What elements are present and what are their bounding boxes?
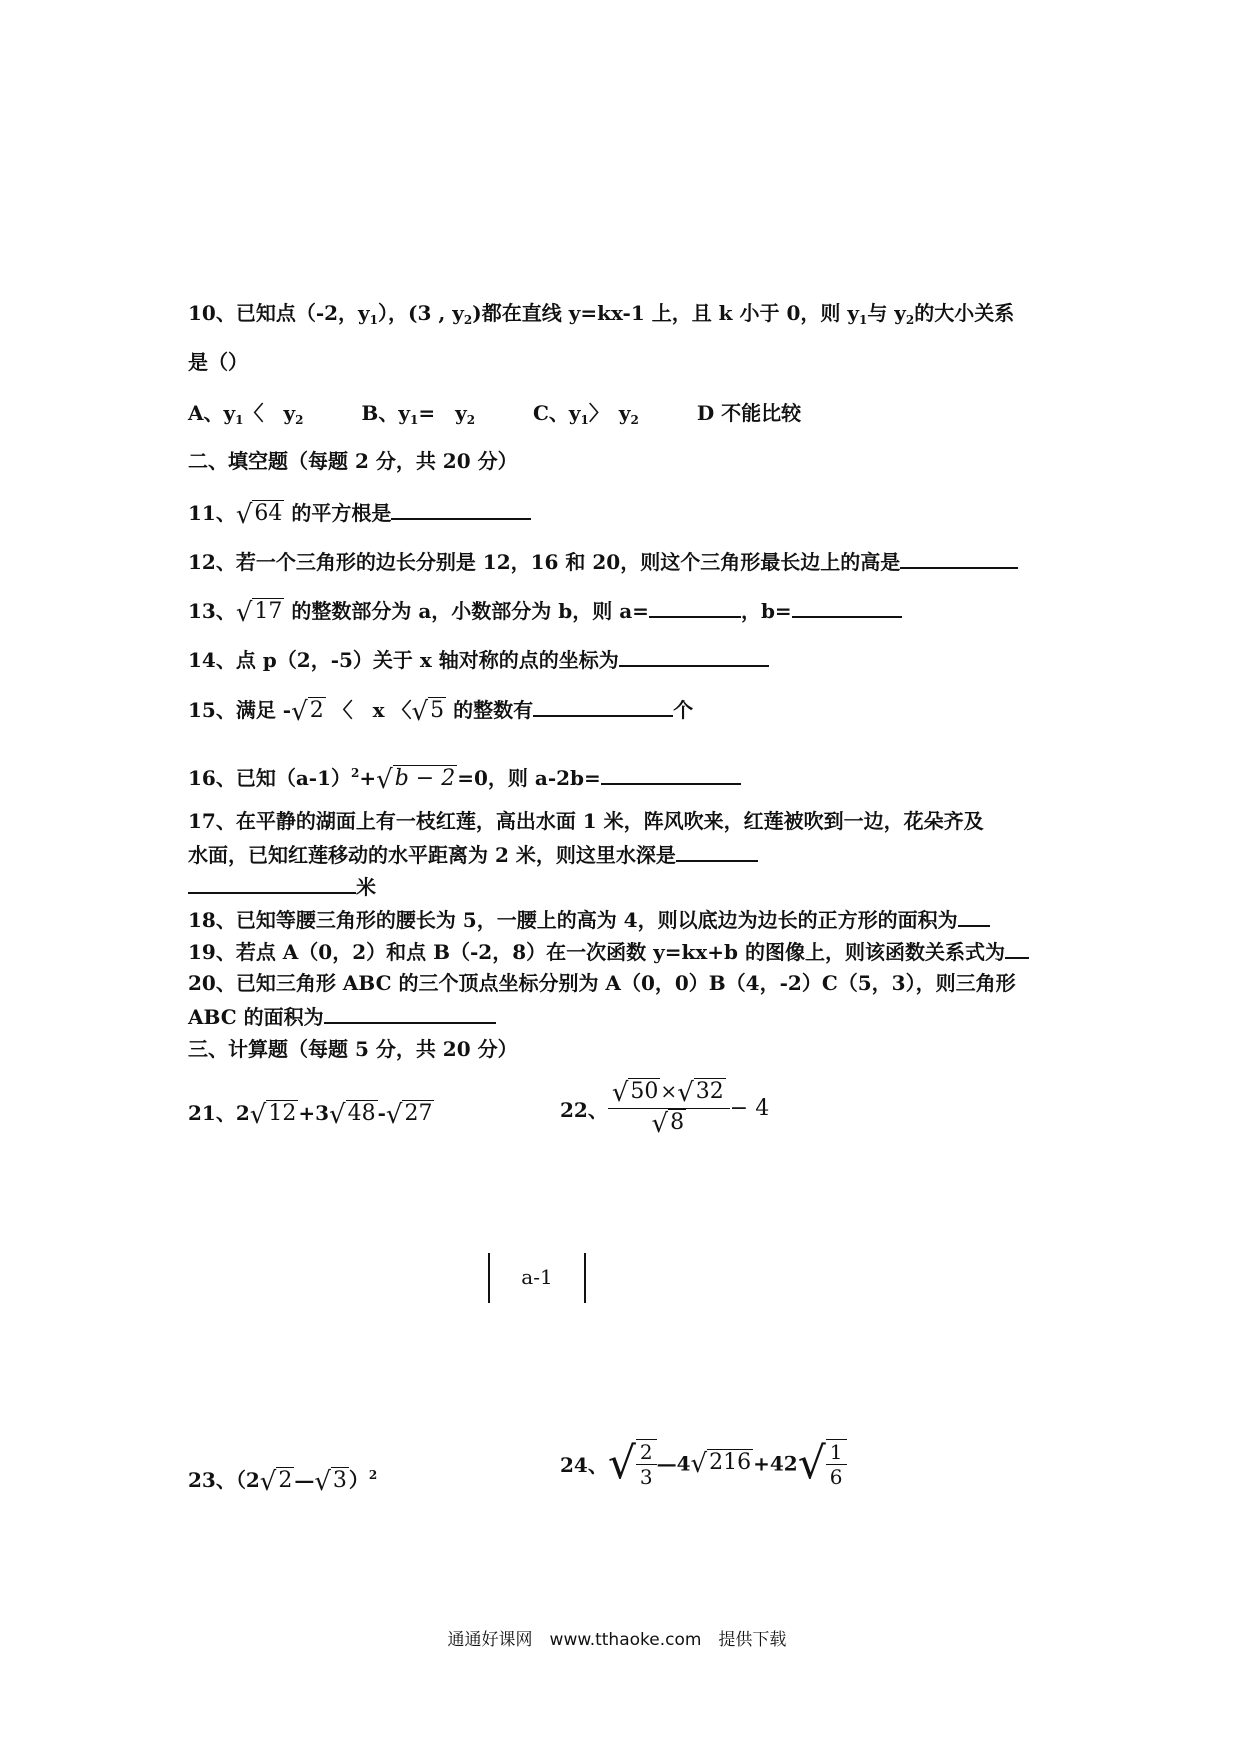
q20-line2: ABC 的面积为 <box>188 1002 496 1030</box>
sqrt-8: √8 <box>651 1109 685 1139</box>
q19: 19、若点 A（0，2）和点 B（-2，8）在一次函数 y=kx+b 的图像上，则该函数关系式为 <box>188 937 1029 965</box>
sqrt-12: √12 <box>249 1100 297 1130</box>
sqrt-2: √2 <box>291 697 324 727</box>
q10-options <box>188 400 801 433</box>
sqrt-1-over-6: √ $\frac{1}{6}$ <box>798 1438 847 1489</box>
q14: 14、点 p（2，-5）关于 x 轴对称的点的坐标为 <box>188 645 769 673</box>
q12: 12、若一个三角形的边长分别是 12，16 和 20，则这个三角形最长边上的高是 <box>188 547 1018 575</box>
sqrt-216: √216 <box>690 1448 752 1479</box>
q11: 11、√64 的平方根是 <box>188 498 531 528</box>
q11-answer-blank[interactable] <box>391 498 531 520</box>
q17-line1: 17、在平静的湖面上有一枝红莲，高出水面 1 米，阵风吹来，红莲被吹到一边，花朵齐及 <box>188 809 984 833</box>
q24: 24、√ $\frac{2}{3}$ —4√216 +42√ $\frac{1}{6}$ <box>560 1438 847 1489</box>
absolute-value-expression: a-1 <box>488 1253 586 1303</box>
q14-answer-blank[interactable] <box>619 645 769 667</box>
sqrt-b-minus-2: √b − 2 <box>376 765 456 795</box>
q10-option-b: B、$y_1=$ $y_2$ <box>361 401 476 427</box>
q20-line1: 20、已知三角形 ABC 的三个顶点坐标分别为 A（0，0）B（4，-2）C（5，3），则三角形 <box>188 971 1016 995</box>
q17-line2: 水面，已知红莲移动的水平距离为 2 米，则这里水深是 <box>188 840 758 868</box>
q15-answer-blank[interactable] <box>533 695 673 717</box>
sqrt-48: √48 <box>329 1100 376 1130</box>
q16: 16、已知$(a-1)^2+√b - 2 =0$，则 a-2b= <box>188 760 741 793</box>
q10-option-d: D 不能比较 <box>696 401 802 425</box>
section-3-heading: 三、计算题（每题 5 分，共 20 分） <box>188 1037 518 1061</box>
sqrt-64: √64 <box>235 500 283 530</box>
q10-line1: 10、已知点（-2，$y_1$），(3 , $y_2$)都在直线 y=kx-1 上，且 k 小于 0，则 $y_1$与 $y_2$的大小关系 <box>188 301 1015 327</box>
q10-option-a: A、$y_1$〈 $y_2$ <box>188 401 304 427</box>
q21: 21、2√12 +3√48 -√27 <box>188 1100 433 1130</box>
q13: 13、√17 的整数部分为 a，小数部分为 b，则 a= ，b= <box>188 596 902 626</box>
q17-line3: 米 <box>188 872 376 900</box>
sqrt-5: √5 <box>411 697 445 727</box>
q20-answer-blank[interactable] <box>324 1002 496 1024</box>
q17-answer-blank-2[interactable] <box>188 872 356 894</box>
q10-option-c: C、$y_1$〉 $y_2$ <box>533 401 639 427</box>
sqrt-3: √3 <box>314 1467 347 1497</box>
q18-answer-blank[interactable] <box>958 905 990 927</box>
section-2-heading: 二、填空题（每题 2 分，共 20 分） <box>188 449 518 473</box>
sqrt-32: √32 <box>677 1078 724 1108</box>
sqrt-50: √50 <box>611 1078 659 1108</box>
sqrt-27: √27 <box>385 1100 433 1130</box>
q23: 23、（2√2 —√3 ）$^2$ <box>188 1467 378 1497</box>
q22-fraction: $\frac{√50 \times√32}{√8}$ <box>608 1078 730 1139</box>
footer-source-credit: 通通好课网 www.tthaoke.com 提供下载 <box>447 1630 787 1650</box>
q15: 15、满足 -√2 〈 x 〈√5 的整数有 个 <box>188 697 694 727</box>
sqrt-2-over-3: √ $\frac{2}{3}$ <box>608 1438 657 1489</box>
q18: 18、已知等腰三角形的腰长为 5，一腰上的高为 4，则以底边为边长的正方形的面积为 <box>188 905 990 933</box>
q19-answer-blank[interactable] <box>1005 937 1029 959</box>
q16-answer-blank[interactable] <box>601 763 741 785</box>
sqrt-17: √17 <box>235 598 283 628</box>
q13-a-blank[interactable] <box>649 596 741 618</box>
sqrt-2: √2 <box>259 1467 293 1497</box>
q22: 22、 $\frac{√50 \times√32}{√8}$ − 4 <box>560 1078 770 1139</box>
q13-b-blank[interactable] <box>792 596 902 618</box>
q17-answer-blank-1[interactable] <box>676 840 758 862</box>
q12-answer-blank[interactable] <box>900 547 1018 569</box>
q10-line2: 是（） <box>188 350 248 374</box>
